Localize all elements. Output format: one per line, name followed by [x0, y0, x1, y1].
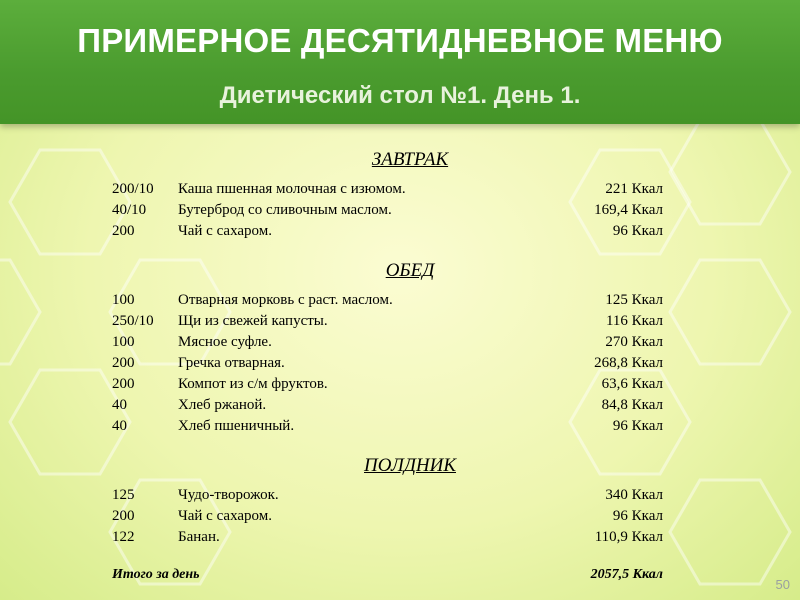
menu-item-kcal: 125 Ккал	[605, 292, 663, 308]
menu-row	[0, 418, 800, 439]
menu-item-weight: 100	[112, 292, 135, 308]
menu-item-name: Каша пшенная молочная с изюмом.	[178, 181, 406, 197]
menu-row	[0, 292, 800, 313]
menu-item-weight: 250/10	[112, 313, 154, 329]
menu-item-kcal: 96 Ккал	[612, 508, 663, 524]
menu-row	[0, 355, 800, 376]
menu-item-weight: 40	[112, 418, 127, 434]
menu-item-name: Хлеб ржаной.	[178, 397, 267, 413]
menu-item-kcal: 110,9 Ккал	[594, 529, 663, 545]
menu-item-weight: 200	[112, 376, 135, 392]
menu-row	[0, 181, 800, 202]
menu-item-kcal: 221 Ккал	[605, 181, 663, 197]
menu-row	[0, 202, 800, 223]
menu-item-name: Хлеб пшеничный.	[178, 418, 295, 434]
menu-item-weight: 200	[112, 508, 135, 524]
menu-item-name: Гречка отварная.	[178, 355, 285, 371]
menu-item-name: Чай с сахаром.	[178, 508, 273, 524]
menu-item-name: Отварная морковь с раст. маслом.	[178, 292, 393, 308]
menu-item-kcal: 84,8 Ккал	[601, 397, 663, 413]
page-number: 50	[775, 577, 790, 592]
section-title-snack: ПОЛДНИК	[364, 455, 456, 476]
total-row	[0, 567, 800, 588]
menu-item-kcal: 270 Ккал	[605, 334, 663, 350]
menu-item-weight: 200	[112, 223, 135, 239]
menu-item-name: Чай с сахаром.	[178, 223, 273, 239]
menu-row	[0, 397, 800, 418]
menu-item-weight: 40	[112, 397, 127, 413]
menu-item-name: Компот из с/м фруктов.	[178, 376, 328, 392]
menu-item-kcal: 96 Ккал	[612, 418, 663, 434]
total-label: Итого за день	[112, 567, 200, 582]
menu-row	[0, 487, 800, 508]
section-title-lunch: ОБЕД	[385, 260, 435, 281]
section-title-breakfast: ЗАВТРАК	[371, 149, 449, 170]
menu-row	[0, 529, 800, 550]
menu-item-kcal: 63,6 Ккал	[601, 376, 663, 392]
total-kcal: 2057,5 Ккал	[590, 567, 663, 582]
menu-row	[0, 334, 800, 355]
menu-item-name: Банан.	[178, 529, 220, 545]
menu-item-name: Щи из свежей капусты.	[178, 313, 328, 329]
menu-row	[0, 223, 800, 244]
menu-row	[0, 508, 800, 529]
menu-item-name: Мясное суфле.	[178, 334, 272, 350]
menu-item-weight: 200	[112, 355, 135, 371]
menu-item-weight: 40/10	[112, 202, 147, 218]
menu-item-name: Бутерброд со сливочным маслом.	[178, 202, 392, 218]
menu-item-weight: 122	[112, 529, 135, 545]
menu-row	[0, 376, 800, 397]
menu-item-kcal: 116 Ккал	[605, 313, 663, 329]
menu-item-weight: 100	[112, 334, 135, 350]
header-banner	[0, 0, 800, 124]
menu-item-weight: 200/10	[112, 181, 154, 197]
menu-row	[0, 313, 800, 334]
menu-item-kcal: 96 Ккал	[612, 223, 663, 239]
menu-item-name: Чудо-творожок.	[178, 487, 279, 503]
menu-item-weight: 125	[112, 487, 135, 503]
menu-item-kcal: 268,8 Ккал	[594, 355, 663, 371]
menu-item-kcal: 340 Ккал	[605, 487, 663, 503]
menu-item-kcal: 169,4 Ккал	[594, 202, 663, 218]
page-title: ПРИМЕРНОЕ ДЕСЯТИДНЕВНОЕ МЕНЮ	[77, 22, 723, 59]
page-subtitle: Диетический стол №1. День 1.	[219, 82, 581, 109]
